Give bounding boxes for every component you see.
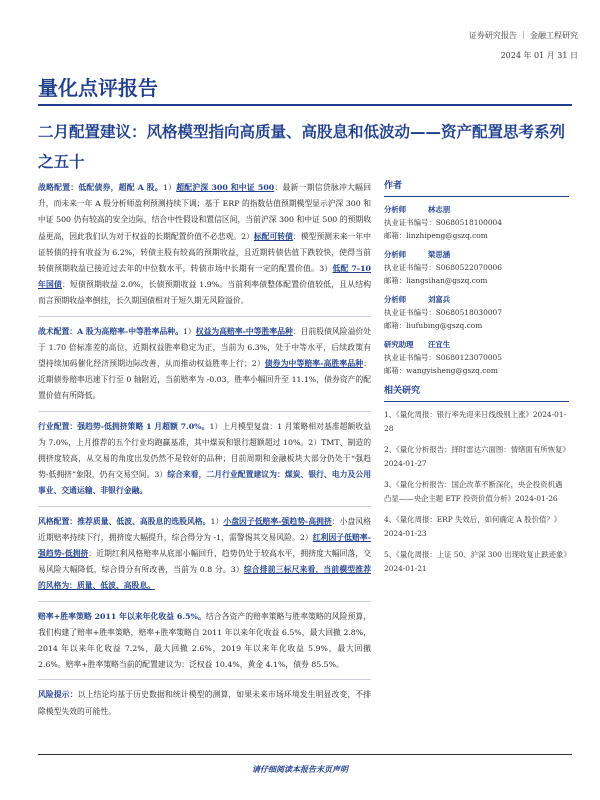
related-report-link[interactable]: 3、《量化分析报告：国企改革不断深化，央企投资机遇凸显——央企主题 ETF 投资价值分析》2024-01-26 <box>384 480 563 503</box>
analyst-role: 分析师 <box>384 250 407 259</box>
related-report-link[interactable]: 2、《量化分析报告：择时雷达六面图：情绪面有所恢复》2024-01-27 <box>384 445 567 468</box>
text: 结合各资产的赔率策略与胜率策略的风险预算，我们构建了赔率+胜率策略，赔率+胜率策略自 2011 年以来年化收益 6.5%，最大回撤 2.8%，2014 年以来年化收益 7.2%，最大回撤 2.6%，2019 年以来年化收益 5.9%，最大回撤 2.6%。赔率+胜率策略当前的配置建议为：泛权益 10.4%，黄金 4.1%，债券 85.5%。 <box>38 611 372 670</box>
text: ：最新一期信贷脉冲大幅回升，而未来一年 A 股分析师盈利预测持续下调；基于 ERP 的指数估值预期模型显示沪深 300 和中证 500 仍有较高的安全边际，结合中性假设和置信区间，当前沪深 300 和中证 500 的预期收益更高，因此我们认为对于权益的长期配置价值不必悲观。2） <box>38 183 371 241</box>
analyst-cert: 执业证书编号：S0680123070005 <box>384 353 502 362</box>
main-column <box>38 180 371 726</box>
related-list <box>384 408 569 575</box>
analyst <box>384 248 569 287</box>
text: ：短债预期收益 2.0%，长债预期收益 1.9%。当前利率债整体配置价值较低，且从结构而言预期收益率倒挂，长久期国债相对于短久期无风险溢价。 <box>38 280 372 306</box>
section-strategic <box>38 180 371 310</box>
divider <box>38 679 371 680</box>
analyst-name: 梁思涵 <box>428 250 451 259</box>
text: 1） <box>210 516 224 526</box>
related-report-link[interactable]: 4、《量化周报：ERP 失效后，如何确定 A 股价值？》2024-01-23 <box>384 515 562 538</box>
analyst-role: 研究助理 <box>384 340 414 349</box>
text: 以上结论均基于历史数据和统计模型的测算，如果未来市场环境发生明显改变，不排除模型失效的可能性。 <box>38 690 372 716</box>
text: ：近期红利风格赔率从底部小幅回升，趋势仍处于较高水平，拥挤度大幅回落，交易风险大幅降低，综合得分有所改善，当前为 0.8 分。3） <box>38 549 371 575</box>
analyst <box>384 293 569 332</box>
analyst <box>384 203 569 242</box>
analyst-email[interactable]: 邮箱：liangsihan@gszq.com <box>384 276 488 285</box>
divider <box>38 316 371 317</box>
footer-line <box>38 754 572 755</box>
divider <box>38 601 371 602</box>
section-risk <box>38 687 371 719</box>
analyst-email[interactable]: 邮箱：wangyisheng@gszq.com <box>384 366 498 375</box>
related-report-link[interactable]: 5、《量化周报：上证 50、沪深 300 出现收复止跌迹象》2024-01-21 <box>384 550 568 573</box>
analyst-role: 分析师 <box>384 295 407 304</box>
bold-text: 综合来看，二月行业配置建议为：煤炭、银行、电力及公用事业、交通运输、非银行金融。 <box>38 470 371 496</box>
divider <box>38 104 572 106</box>
report-category: 量化点评报告 <box>38 76 158 100</box>
related-report-link[interactable]: 1、《量化周报：银行率先迎来日线级别上涨》2024-01-28 <box>384 410 567 433</box>
analyst-cert: 执业证书编号：S0680518100004 <box>384 218 502 227</box>
analyst-list <box>384 203 569 377</box>
underlined-text: 超配沪深 300 和中证 500 <box>176 183 275 192</box>
analyst-cert: 执业证书编号：S0680522070006 <box>384 263 502 272</box>
section-tactical <box>38 324 371 405</box>
text: ：近期债券赔率迅速下行至 0 轴附近，当前赔率为 -0.03，胜率小幅回升至 11.1%，债券资产的配置价值有所降低。 <box>38 359 371 401</box>
section-heading: 风险提示： <box>38 690 78 700</box>
divider <box>38 411 371 412</box>
section-industry <box>38 419 371 500</box>
underlined-text: 低配 7-10 年国债 <box>38 264 371 290</box>
authors-heading: 作者 <box>384 180 569 197</box>
underlined-text: 权益为高赔率-中等胜率品种 <box>195 326 293 336</box>
underlined-text: 债券为中等赔率-高胜率品种 <box>264 359 364 369</box>
section-heading: 战略配置：低配债券，超配 A 股。 <box>38 183 163 192</box>
section-heading: 战术配置：A 股为高赔率-中等胜率品种。 <box>38 326 183 336</box>
section-heading: 赔率+胜率策略 2011 年以来年化收益 6.5%。 <box>38 611 206 621</box>
section-style <box>38 514 371 595</box>
analyst-email[interactable]: 邮箱：linzhipeng@gszq.com <box>384 231 488 240</box>
related-heading: 相关研究 <box>384 385 569 402</box>
analyst-name: 林志朋 <box>428 205 451 214</box>
text: 1）上月模型复盘：1 月策略相对基准超额收益为 7.0%，上月推荐的五个行业均跑赢基准，其中煤炭和银行超额超过 10%。2）TMT、制造的拥挤度较高，从交易的角度出发仍然不是较好的品种；目前周期和金融板块大部分仍处于“强趋势-低拥挤”象限，仍有交易空间。3） <box>38 421 371 480</box>
report-title: 二月配置建议：风格模型指向高质量、高股息和低波动——资产配置思考系列之五十 <box>38 123 566 171</box>
text: 1） <box>162 183 177 192</box>
section-strategy <box>38 609 371 674</box>
sidebar <box>384 180 569 583</box>
section-heading: 行业配置：强趋势-低拥挤策略 1 月超额 7.0%。 <box>38 421 210 431</box>
report-type: 证券研究报告 ｜ 金融工程研究 <box>468 31 578 40</box>
footer-disclaimer: 请仔细阅读本报告末页声明 <box>252 764 348 774</box>
analyst-email[interactable]: 邮箱：liufubing@gszq.com <box>384 321 483 330</box>
text: ：小盘风格近期赔率持续下行，拥挤度大幅提升，综合得分为 -1，需警惕其交易风险。2） <box>38 516 372 542</box>
analyst-role: 分析师 <box>384 205 407 214</box>
divider <box>38 506 371 507</box>
report-date: 2024 年 01 月 31 日 <box>500 51 578 60</box>
underlined-text: 小盘因子低赔率-强趋势-高拥挤 <box>223 516 332 526</box>
analyst-name: 刘富兵 <box>428 295 451 304</box>
analyst-cert: 执业证书编号：S0680518030007 <box>384 308 502 317</box>
report-header <box>469 26 578 66</box>
text: ：模型预测未来一年中证转债的持有收益为 6.2%，转债主股有较高的预期收益，且近期转债估值下跌较快，使得当前转债预期收益已接近过去年的中位数水平，转债市场中长期有一定的配置价值。3） <box>38 231 372 274</box>
text: ：目前股债风险溢价处于 1.70 倍标准差的高位，近期权益胜率稳定为正，当前为 6.3%，处于中等水平，后续政策有望持续加码催化经济预期边际改善，从而推动权益胜率上行；2） <box>38 326 372 369</box>
analyst-name: 汪宜生 <box>428 340 451 349</box>
analyst <box>384 338 569 377</box>
underlined-text: 标配可转债 <box>253 231 293 241</box>
underlined-text: 综合排前三标尺来看，当前模型推荐的风格为：质量、低波、高股息。 <box>38 565 371 591</box>
text: 1） <box>182 326 196 336</box>
section-heading: 风格配置：推荐质量、低波、高股息的选股风格。 <box>38 516 211 526</box>
underlined-text: 红利因子低赔率-强趋势-低拥挤 <box>38 532 371 559</box>
